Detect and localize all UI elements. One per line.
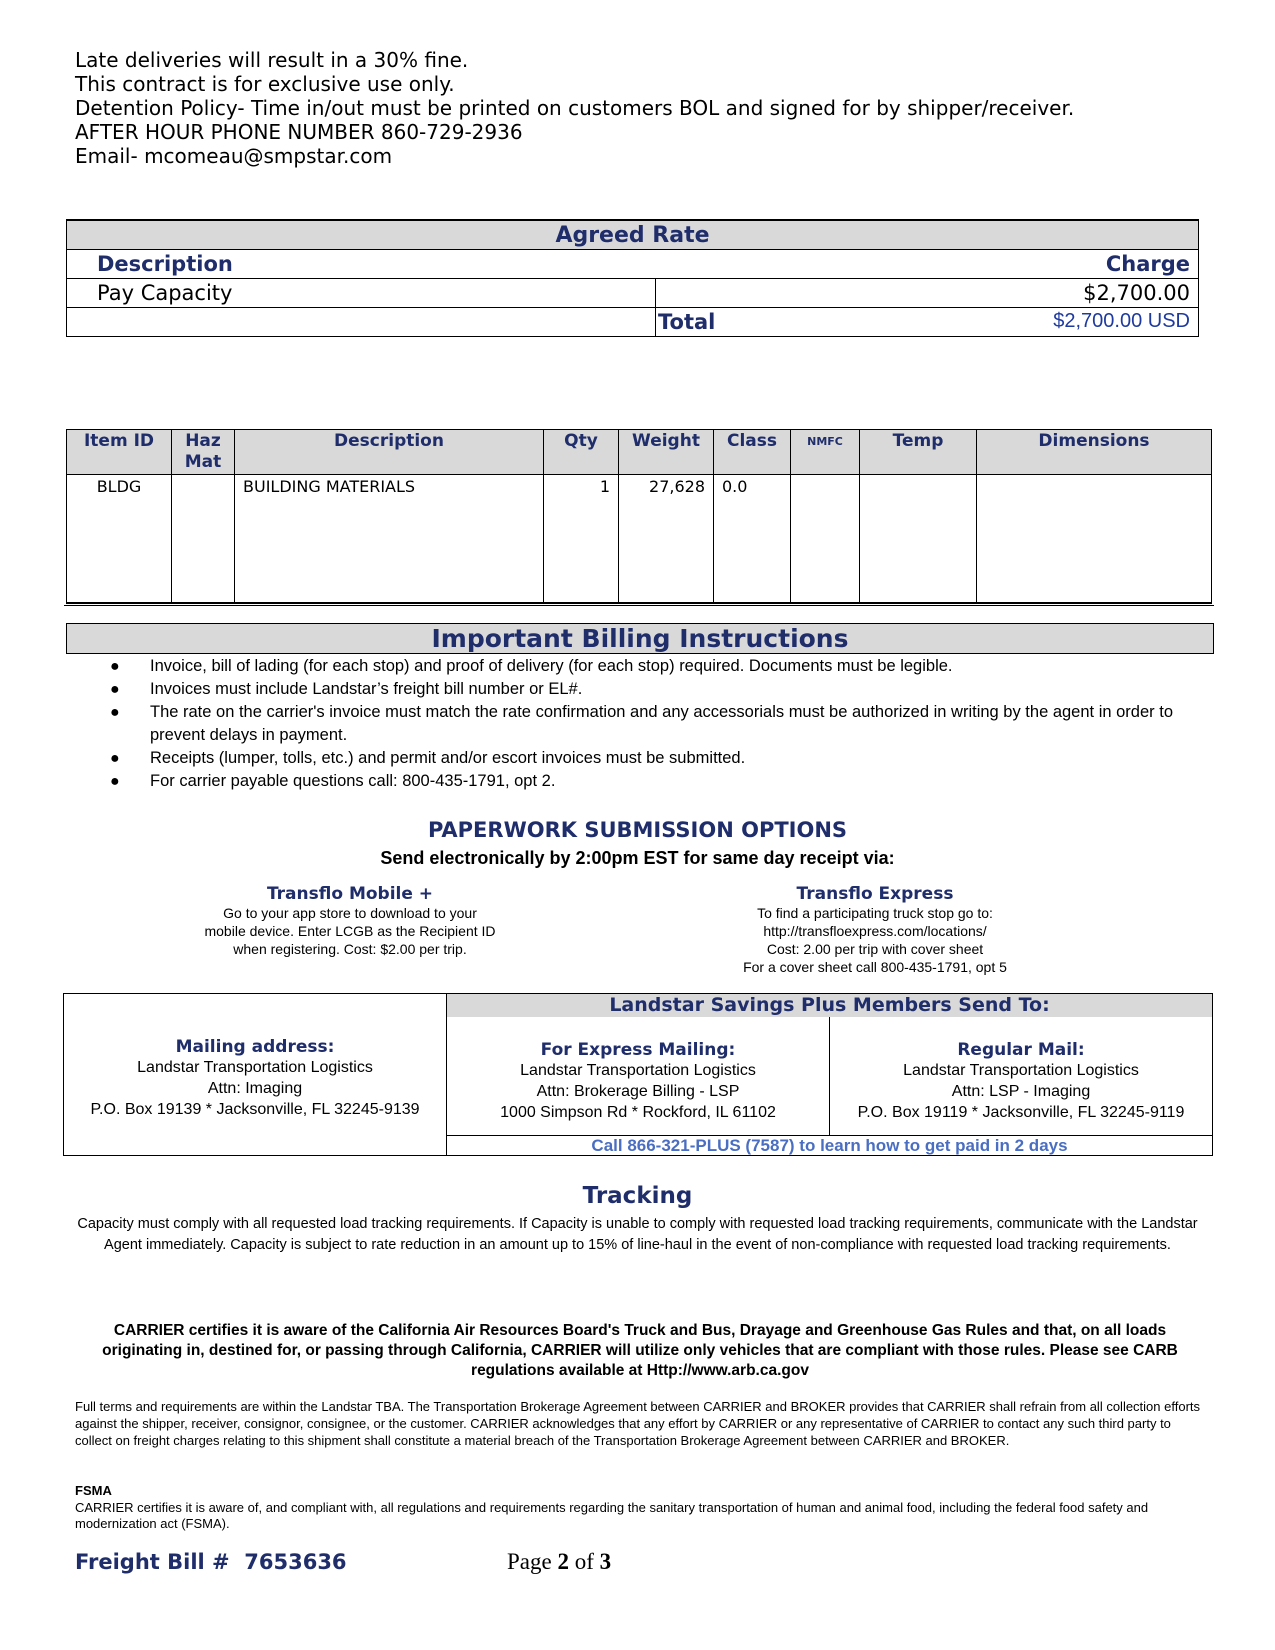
cell-nmfc [791, 475, 860, 604]
regular-mail-panel [830, 1040, 1212, 1123]
billing-bullet-text: Receipts (lumper, tolls, etc.) and permit and/or escort invoices must be submitted. [150, 749, 746, 767]
mailing-address-line: Landstar Transportation Logistics [137, 1059, 373, 1076]
fsma-body: CARRIER certifies it is aware of, and compliant with, all regulations and requirements regarding the sanitary transportation of human and animal food, including the federal food safety and modernization act (FSMA). [75, 1500, 1149, 1531]
mailing-address-panel [63, 993, 447, 1156]
billing-bullet-text: Invoices must include Landstar’s freight bill number or EL#. [150, 680, 583, 698]
table-divider [64, 605, 1214, 606]
savings-plus-title: Landstar Savings Plus Members Send To: [447, 994, 1212, 1017]
terms-paragraph: Full terms and requirements are within the Landstar TBA. The Transportation Brokerage Agreement between CARRIER and BROKER provides that CARRIER shall refrain from all collection efforts against the shipper, receiver, consignor, consignee, or the customer. CARRIER acknowledges that any effort by CARRIER or any representative of CARRIER to contact any such third party to collect on freight charges relating to this shipment shall constitute a material breach of the Transportation Brokerage Agreement between CARRIER and BROKER. [75, 1399, 1201, 1448]
savings-plus-call-link[interactable]: Call 866-321-PLUS (7587) to learn how to get paid in 2 days [591, 1136, 1068, 1155]
express-mailing-panel [447, 1040, 829, 1123]
mailing-address-title: Mailing address: [175, 1037, 335, 1057]
col-qty: Qty [544, 430, 619, 475]
paperwork-subtitle: Send electronically by 2:00pm EST for same day receipt via: [380, 848, 895, 868]
col-description: Description [235, 430, 544, 475]
express-mailing-title: For Express Mailing: [540, 1040, 736, 1060]
cell-dimensions [977, 475, 1212, 604]
list-item: ● Invoices must include Landstar’s freight bill number or EL#. [110, 680, 583, 698]
col-nmfc: NMFC [791, 430, 860, 475]
express-mailing-line: Attn: Brokerage Billing - LSP [536, 1083, 740, 1100]
rate-line-description: Pay Capacity [67, 279, 656, 308]
note-after-hour-phone: AFTER HOUR PHONE NUMBER 860-729-2936 [75, 120, 523, 144]
billing-bullet-list [110, 655, 1200, 793]
page-indicator [507, 1549, 611, 1575]
freight-bill-number [75, 1550, 347, 1574]
note-detention-policy: Detention Policy- Time in/out must be printed on customers BOL and signed for by shipper/receiver. [75, 96, 1075, 120]
express-mailing-line: Landstar Transportation Logistics [520, 1062, 756, 1079]
carb-statement: CARRIER certifies it is aware of the California Air Resources Board's Truck and Bus, Drayage and Greenhouse Gas Rules and that, on all loads originating in, destined for, or passing through California, CARRIER will utilize only vehicles that are compliant with those rules. Please see CARB regulations available at Http://www.arb.ca.gov [102, 1322, 1178, 1379]
table-row [67, 475, 1212, 604]
cell-qty: 1 [544, 475, 619, 604]
transflo-mobile-title: Transflo Mobile + [266, 884, 434, 904]
tracking-body: Capacity must comply with all requested load tracking requirements. If Capacity is unable to comply with requested load tracking requirements, communicate with the Landstar Agent immediately. Capacity is subject to rate reduction in an amount up to 15% of line-haul in the event of non-compliance with requested load tracking requirements. [77, 1216, 1198, 1253]
cell-weight: 27,628 [619, 475, 714, 604]
transflo-mobile-line: when registering. Cost: $2.00 per trip. [233, 941, 467, 957]
col-weight: Weight [619, 430, 714, 475]
express-mailing-line: 1000 Simpson Rd * Rockford, IL 61102 [500, 1104, 776, 1121]
rate-total-spacer [67, 308, 656, 337]
page-total: 3 [599, 1549, 612, 1574]
items-table [66, 429, 1212, 604]
regular-mail-line: Landstar Transportation Logistics [903, 1062, 1139, 1079]
agreed-rate-title: Agreed Rate [67, 220, 1199, 250]
transflo-mobile-line: mobile device. Enter LCGB as the Recipient ID [204, 923, 496, 939]
billing-bullet-text: The rate on the carrier's invoice must match the rate confirmation and any accessorials must be authorized in writing by the agent in order to prevent delays in payment. [150, 703, 1173, 744]
description-header: Description [97, 252, 233, 276]
page-current: 2 [557, 1549, 569, 1574]
cell-temp [860, 475, 977, 604]
total-value: $2,700.00 USD [1053, 310, 1190, 332]
list-item: ● The rate on the carrier's invoice must match the rate confirmation and any accessorials must be authorized in writing by the agent in order to prevent delays in payment. [110, 703, 1173, 744]
col-dimensions: Dimensions [977, 430, 1212, 475]
col-haz-mat: Haz Mat [172, 430, 235, 475]
rate-total-cell [656, 308, 1199, 337]
note-email: Email- mcomeau@smpstar.com [75, 144, 393, 168]
mailing-address-line: P.O. Box 19139 * Jacksonville, FL 32245-9139 [90, 1101, 420, 1118]
mailing-address-line: Attn: Imaging [207, 1080, 303, 1097]
cell-class: 0.0 [714, 475, 791, 604]
items-header-row [67, 430, 1212, 475]
page-of: of [574, 1549, 594, 1574]
transflo-express-line: For a cover sheet call 800-435-1791, opt 5 [743, 959, 1007, 975]
list-item: ● For carrier payable questions call: 800-435-1791, opt 2. [110, 772, 556, 790]
transflo-mobile-line: Go to your app store to download to your [223, 905, 477, 921]
freight-bill-value: 7653636 [244, 1550, 347, 1574]
cell-description: BUILDING MATERIALS [235, 475, 544, 604]
cell-item-id: BLDG [67, 475, 172, 604]
regular-mail-line: Attn: LSP - Imaging [951, 1083, 1091, 1100]
billing-bullet-text: Invoice, bill of lading (for each stop) and proof of delivery (for each stop) required. Documents must be legible. [150, 657, 953, 675]
tracking-title: Tracking [582, 1183, 693, 1209]
note-exclusive-use: This contract is for exclusive use only. [75, 72, 455, 96]
col-temp: Temp [860, 430, 977, 475]
rate-line-charge: $2,700.00 [656, 279, 1199, 308]
cell-haz-mat [172, 475, 235, 604]
freight-bill-label: Freight Bill # [75, 1550, 230, 1574]
transflo-express-body [700, 904, 1050, 976]
col-class: Class [714, 430, 791, 475]
billing-bullet-text: For carrier payable questions call: 800-435-1791, opt 2. [150, 772, 556, 790]
list-item: ● Invoice, bill of lading (for each stop) and proof of delivery (for each stop) required. Documents must be legible. [110, 657, 953, 675]
transflo-express-link[interactable]: http://transfloexpress.com/locations/ [763, 923, 987, 939]
transflo-express-line: To find a participating truck stop go to: [757, 905, 993, 921]
regular-mail-line: P.O. Box 19119 * Jacksonville, FL 32245-9119 [857, 1104, 1185, 1121]
col-item-id: Item ID [67, 430, 172, 475]
billing-title: Important Billing Instructions [66, 623, 1214, 654]
agreed-rate-table [66, 219, 1199, 337]
regular-mail-title: Regular Mail: [957, 1040, 1085, 1060]
total-label: Total [658, 310, 716, 334]
paperwork-title: PAPERWORK SUBMISSION OPTIONS [427, 818, 848, 842]
note-late-deliveries: Late deliveries will result in a 30% fine. [75, 48, 469, 72]
fsma-title: FSMA [75, 1483, 112, 1498]
transflo-mobile-body [150, 904, 550, 958]
transflo-express-line: Cost: 2.00 per trip with cover sheet [766, 941, 984, 957]
rate-header-row [67, 250, 1199, 279]
top-notes [75, 48, 1074, 168]
list-item: ● Receipts (lumper, tolls, etc.) and permit and/or escort invoices must be submitted. [110, 749, 746, 767]
page-prefix: Page [507, 1549, 552, 1574]
charge-header: Charge [1105, 252, 1190, 276]
transflo-express-title: Transflo Express [796, 884, 954, 904]
